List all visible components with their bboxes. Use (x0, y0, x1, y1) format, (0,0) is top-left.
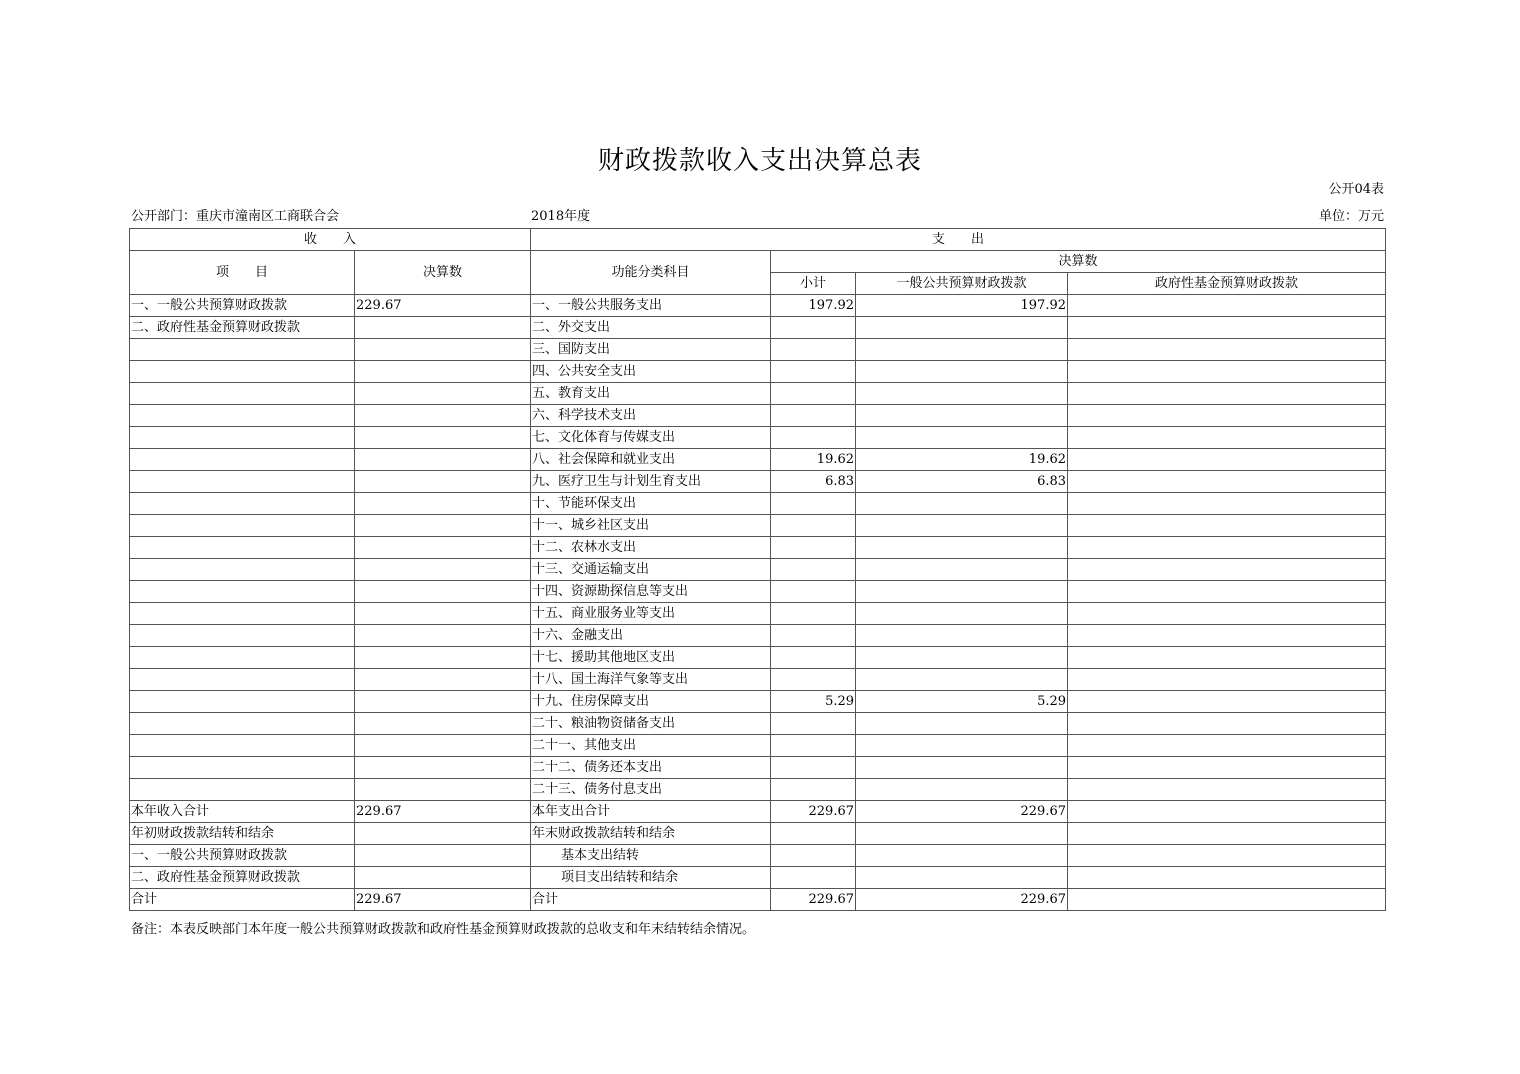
func-subject-header: 功能分类科目 (531, 251, 771, 295)
gov-fund-cell (1068, 757, 1386, 779)
gov-fund-cell (1068, 471, 1386, 493)
income-amount-cell: 229.67 (355, 889, 531, 911)
income-amount-cell (355, 779, 531, 801)
income-amount-cell (355, 757, 531, 779)
subtotal-cell (771, 867, 856, 889)
general-budget-cell: 19.62 (856, 449, 1068, 471)
unit-label: 单位：万元 (1318, 209, 1384, 224)
general-budget-cell (856, 779, 1068, 801)
gov-fund-cell (1068, 317, 1386, 339)
expense-item-cell: 二十二、债务还本支出 (531, 757, 771, 779)
income-amount-cell (355, 603, 531, 625)
general-budget-cell: 229.67 (856, 801, 1068, 823)
subtotal-cell: 229.67 (771, 889, 856, 911)
table-row (130, 625, 1386, 647)
table-row (130, 339, 1386, 361)
amount-header: 决算数 (355, 251, 531, 295)
subtotal-cell (771, 361, 856, 383)
income-amount-cell (355, 339, 531, 361)
income-item-cell (130, 405, 355, 427)
expense-item-cell: 十六、金融支出 (531, 625, 771, 647)
income-item-cell (130, 581, 355, 603)
expense-header: 支 出 (531, 229, 1386, 251)
gov-fund-cell (1068, 845, 1386, 867)
general-budget-cell (856, 493, 1068, 515)
income-amount-cell (355, 559, 531, 581)
gov-fund-cell (1068, 295, 1386, 317)
income-item-cell (130, 493, 355, 515)
expense-item-cell: 十四、资源勘探信息等支出 (531, 581, 771, 603)
subtotal-cell (771, 493, 856, 515)
general-budget-cell (856, 647, 1068, 669)
income-item-cell (130, 691, 355, 713)
expense-item-cell: 十二、农林水支出 (531, 537, 771, 559)
expense-item-cell: 十八、国土海洋气象等支出 (531, 669, 771, 691)
table-row (130, 581, 1386, 603)
subtotal-cell (771, 845, 856, 867)
income-item-cell: 合计 (130, 889, 355, 911)
income-item-cell (130, 735, 355, 757)
final-amount-header: 决算数 (771, 251, 1386, 273)
table-row (130, 317, 1386, 339)
subtotal-cell (771, 405, 856, 427)
income-item-cell (130, 427, 355, 449)
subtotal-cell (771, 779, 856, 801)
gov-fund-cell (1068, 735, 1386, 757)
table-row (130, 515, 1386, 537)
gov-fund-cell (1068, 339, 1386, 361)
income-item-cell: 一、一般公共预算财政拨款 (130, 295, 355, 317)
table-row (130, 449, 1386, 471)
expense-item-cell: 本年支出合计 (531, 801, 771, 823)
gov-fund-cell (1068, 691, 1386, 713)
header-row-2 (130, 251, 1386, 273)
income-amount-cell (355, 449, 531, 471)
income-header: 收 入 (130, 229, 531, 251)
table-row (130, 559, 1386, 581)
subtotal-cell (771, 647, 856, 669)
income-item-cell: 二、政府性基金预算财政拨款 (130, 867, 355, 889)
fiscal-year-label: 2018年度 (531, 209, 591, 224)
income-amount-cell (355, 669, 531, 691)
income-item-cell (130, 713, 355, 735)
subtotal-cell (771, 339, 856, 361)
income-item-cell (130, 779, 355, 801)
subtotal-cell (771, 427, 856, 449)
expense-item-cell: 五、教育支出 (531, 383, 771, 405)
gov-fund-cell (1068, 581, 1386, 603)
expense-item-cell: 十九、住房保障支出 (531, 691, 771, 713)
table-row (130, 603, 1386, 625)
form-number: 公开04表 (1328, 182, 1384, 197)
income-amount-cell (355, 471, 531, 493)
expense-item-cell: 九、医疗卫生与计划生育支出 (531, 471, 771, 493)
table-row (130, 405, 1386, 427)
income-item-cell (130, 647, 355, 669)
subtotal-cell: 229.67 (771, 801, 856, 823)
income-amount-cell (355, 845, 531, 867)
expense-item-cell: 三、国防支出 (531, 339, 771, 361)
gov-fund-cell (1068, 427, 1386, 449)
table-row (130, 801, 1386, 823)
income-amount-cell (355, 625, 531, 647)
income-amount-cell (355, 867, 531, 889)
income-item-cell (130, 537, 355, 559)
expense-item-cell: 二十、粮油物资储备支出 (531, 713, 771, 735)
gov-fund-cell (1068, 515, 1386, 537)
header-row-1 (130, 229, 1386, 251)
general-budget-cell (856, 515, 1068, 537)
subtotal-cell (771, 669, 856, 691)
general-budget-cell (856, 735, 1068, 757)
income-amount-cell (355, 647, 531, 669)
expense-item-cell: 二、外交支出 (531, 317, 771, 339)
income-item-cell (130, 669, 355, 691)
income-amount-cell (355, 493, 531, 515)
table-row (130, 361, 1386, 383)
table-row (130, 779, 1386, 801)
subtotal-header: 小计 (771, 273, 856, 295)
income-item-cell (130, 625, 355, 647)
gov-fund-cell (1068, 449, 1386, 471)
expense-item-cell: 基本支出结转 (531, 845, 771, 867)
income-item-cell: 本年收入合计 (130, 801, 355, 823)
gov-fund-cell (1068, 647, 1386, 669)
general-budget-cell: 229.67 (856, 889, 1068, 911)
table-row (130, 845, 1386, 867)
table-row (130, 867, 1386, 889)
expense-item-cell: 十三、交通运输支出 (531, 559, 771, 581)
subtotal-cell (771, 603, 856, 625)
gov-fund-cell (1068, 361, 1386, 383)
subtotal-cell: 5.29 (771, 691, 856, 713)
table-row (130, 493, 1386, 515)
subtotal-cell (771, 537, 856, 559)
expense-item-cell: 十、节能环保支出 (531, 493, 771, 515)
expense-item-cell: 年末财政拨款结转和结余 (531, 823, 771, 845)
income-amount-cell (355, 537, 531, 559)
general-budget-cell: 197.92 (856, 295, 1068, 317)
table-row (130, 669, 1386, 691)
income-item-cell (130, 471, 355, 493)
subtotal-cell (771, 823, 856, 845)
general-budget-cell (856, 427, 1068, 449)
gov-fund-cell (1068, 779, 1386, 801)
gov-fund-cell (1068, 537, 1386, 559)
table-row (130, 295, 1386, 317)
general-budget-cell (856, 603, 1068, 625)
subtotal-cell (771, 625, 856, 647)
table-row (130, 691, 1386, 713)
income-amount-cell (355, 405, 531, 427)
general-budget-cell (856, 581, 1068, 603)
income-amount-cell (355, 735, 531, 757)
table-row (130, 823, 1386, 845)
income-item-cell (130, 757, 355, 779)
expense-item-cell: 十五、商业服务业等支出 (531, 603, 771, 625)
table-row (130, 757, 1386, 779)
general-budget-cell (856, 537, 1068, 559)
expense-item-cell: 六、科学技术支出 (531, 405, 771, 427)
general-budget-cell: 5.29 (856, 691, 1068, 713)
income-amount-cell (355, 823, 531, 845)
gov-fund-header: 政府性基金预算财政拨款 (1068, 273, 1386, 295)
income-item-cell: 一、一般公共预算财政拨款 (130, 845, 355, 867)
table-row (130, 471, 1386, 493)
income-amount-cell (355, 427, 531, 449)
gov-fund-cell (1068, 559, 1386, 581)
income-item-cell (130, 383, 355, 405)
general-budget-cell (856, 405, 1068, 427)
general-budget-cell: 6.83 (856, 471, 1068, 493)
expense-item-cell: 合计 (531, 889, 771, 911)
subtotal-cell: 6.83 (771, 471, 856, 493)
general-budget-cell (856, 339, 1068, 361)
table-row (130, 713, 1386, 735)
expense-item-cell: 七、文化体育与传媒支出 (531, 427, 771, 449)
expense-item-cell: 二十三、债务付息支出 (531, 779, 771, 801)
income-item-cell: 二、政府性基金预算财政拨款 (130, 317, 355, 339)
gov-fund-cell (1068, 823, 1386, 845)
income-amount-cell: 229.67 (355, 295, 531, 317)
general-budget-cell (856, 713, 1068, 735)
general-budget-cell (856, 625, 1068, 647)
income-item-cell (130, 339, 355, 361)
subtotal-cell (771, 559, 856, 581)
expense-item-cell: 十七、援助其他地区支出 (531, 647, 771, 669)
income-amount-cell (355, 691, 531, 713)
general-budget-cell (856, 361, 1068, 383)
subtotal-cell: 197.92 (771, 295, 856, 317)
expense-item-cell: 一、一般公共服务支出 (531, 295, 771, 317)
general-budget-cell (856, 317, 1068, 339)
subtotal-cell (771, 757, 856, 779)
general-budget-cell (856, 867, 1068, 889)
general-budget-cell (856, 669, 1068, 691)
expense-item-cell: 八、社会保障和就业支出 (531, 449, 771, 471)
income-amount-cell: 229.67 (355, 801, 531, 823)
subtotal-cell (771, 515, 856, 537)
gov-fund-cell (1068, 493, 1386, 515)
table-row (130, 537, 1386, 559)
table-row (130, 427, 1386, 449)
income-amount-cell (355, 581, 531, 603)
gov-fund-cell (1068, 383, 1386, 405)
subtotal-cell: 19.62 (771, 449, 856, 471)
footnote: 备注：本表反映部门本年度一般公共预算财政拨款和政府性基金预算财政拨款的总收支和年末结转结余情况。 (131, 922, 756, 937)
income-amount-cell (355, 383, 531, 405)
item-header: 项 目 (130, 251, 355, 295)
income-item-cell (130, 603, 355, 625)
gov-fund-cell (1068, 625, 1386, 647)
gov-fund-cell (1068, 669, 1386, 691)
department-label: 公开部门：重庆市潼南区工商联合会 (131, 209, 340, 224)
budget-table (129, 228, 1386, 911)
income-item-cell (130, 559, 355, 581)
subtotal-cell (771, 713, 856, 735)
income-amount-cell (355, 515, 531, 537)
gov-fund-cell (1068, 713, 1386, 735)
gov-fund-cell (1068, 405, 1386, 427)
income-item-cell (130, 515, 355, 537)
general-budget-header: 一般公共预算财政拨款 (856, 273, 1068, 295)
general-budget-cell (856, 845, 1068, 867)
table-row (130, 735, 1386, 757)
subtotal-cell (771, 581, 856, 603)
subtotal-cell (771, 735, 856, 757)
gov-fund-cell (1068, 867, 1386, 889)
table-row (130, 647, 1386, 669)
income-amount-cell (355, 713, 531, 735)
income-amount-cell (355, 317, 531, 339)
income-item-cell (130, 449, 355, 471)
subtotal-cell (771, 317, 856, 339)
gov-fund-cell (1068, 801, 1386, 823)
expense-item-cell: 四、公共安全支出 (531, 361, 771, 383)
expense-item-cell: 二十一、其他支出 (531, 735, 771, 757)
expense-item-cell: 项目支出结转和结余 (531, 867, 771, 889)
subtotal-cell (771, 383, 856, 405)
income-item-cell (130, 361, 355, 383)
gov-fund-cell (1068, 603, 1386, 625)
expense-item-cell: 十一、城乡社区支出 (531, 515, 771, 537)
report-title: 财政拨款收入支出决算总表 (597, 146, 922, 176)
income-item-cell: 年初财政拨款结转和结余 (130, 823, 355, 845)
table-row (130, 889, 1386, 911)
gov-fund-cell (1068, 889, 1386, 911)
general-budget-cell (856, 823, 1068, 845)
general-budget-cell (856, 757, 1068, 779)
general-budget-cell (856, 559, 1068, 581)
income-amount-cell (355, 361, 531, 383)
general-budget-cell (856, 383, 1068, 405)
table-row (130, 383, 1386, 405)
